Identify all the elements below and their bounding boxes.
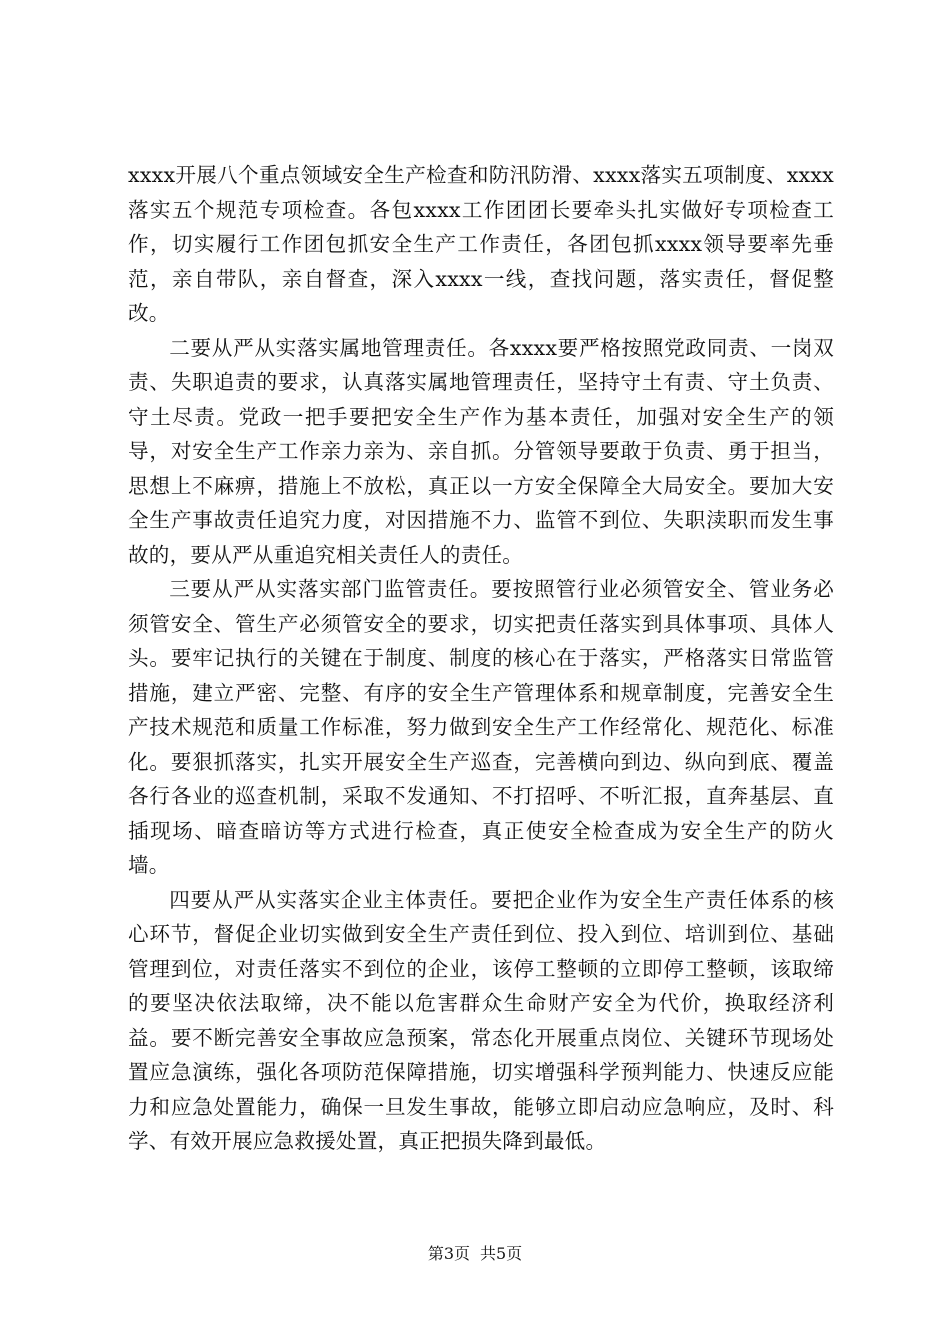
page-number: 第3页 bbox=[427, 1244, 470, 1263]
page-footer bbox=[0, 1243, 950, 1265]
paragraph-enterprise-responsibility: 四要从严从实落实企业主体责任。要把企业作为安全生产责任体系的核心环节，督促企业切实做到安全生产责任到位、投入到位、培训到位、基础管理到位，对责任落实不到位的企业，该停工整顿的立即停工整顿，该取缔的要坚决依法取缔，决不能以危害群众生命财产安全为代价，换取经济利益。要不断完善安全事故应急预案，常态化开展重点岗位、关键环节现场处置应急演练，强化各项防范保障措施，切实增强科学预判能力、快速反应能力和应急处置能力，确保一旦发生事故，能够立即启动应急响应，及时、科学、有效开展应急救援处置，真正把损失降到最低。 bbox=[128, 887, 834, 1153]
page-total: 共5页 bbox=[480, 1244, 523, 1263]
document-body bbox=[128, 158, 834, 1159]
paragraph-territorial-responsibility: 二要从严从实落实属地管理责任。各xxxx要严格按照党政同责、一岗双责、失职追责的要求，认真落实属地管理责任，坚持守土有责、守土负责、守土尽责。党政一把手要把安全生产作为基本责任，加强对安全生产的领导，对安全生产工作亲力亲为、亲自抓。分管领导要敢于负责、勇于担当，思想上不麻痹，措施上不放松，真正以一方安全保障全大局安全。要加大安全生产事故责任追究力度，对因措施不力、监管不到位、失职渎职而发生事故的，要从严从重追究相关责任人的责任。 bbox=[128, 335, 834, 567]
paragraph-continued: xxxx开展八个重点领域安全生产检查和防汛防滑、xxxx落实五项制度、xxxx落实五个规范专项检查。各包xxxx工作团团长要牵头扎实做好专项检查工作，切实履行工作团包抓安全生产工作责任，各团包抓xxxx领导要率先垂范，亲自带队，亲自督查，深入xxxx一线，查找问题，落实责任，督促整改。 bbox=[128, 163, 834, 325]
paragraph-department-supervision: 三要从严从实落实部门监管责任。要按照管行业必须管安全、管业务必须管安全、管生产必须管安全的要求，切实把责任落实到具体事项、具体人头。要牢记执行的关键在于制度、制度的核心在于落实，严格落实日常监管措施，建立严密、完整、有序的安全生产管理体系和规章制度，完善安全生产技术规范和质量工作标准，努力做到安全生产工作经常化、规范化、标准化。要狠抓落实，扎实开展安全生产巡查，完善横向到边、纵向到底、覆盖各行各业的巡查机制，采取不发通知、不打招呼、不听汇报，直奔基层、直插现场、暗查暗访等方式进行检查，真正使安全检查成为安全生产的防火墙。 bbox=[128, 577, 834, 877]
